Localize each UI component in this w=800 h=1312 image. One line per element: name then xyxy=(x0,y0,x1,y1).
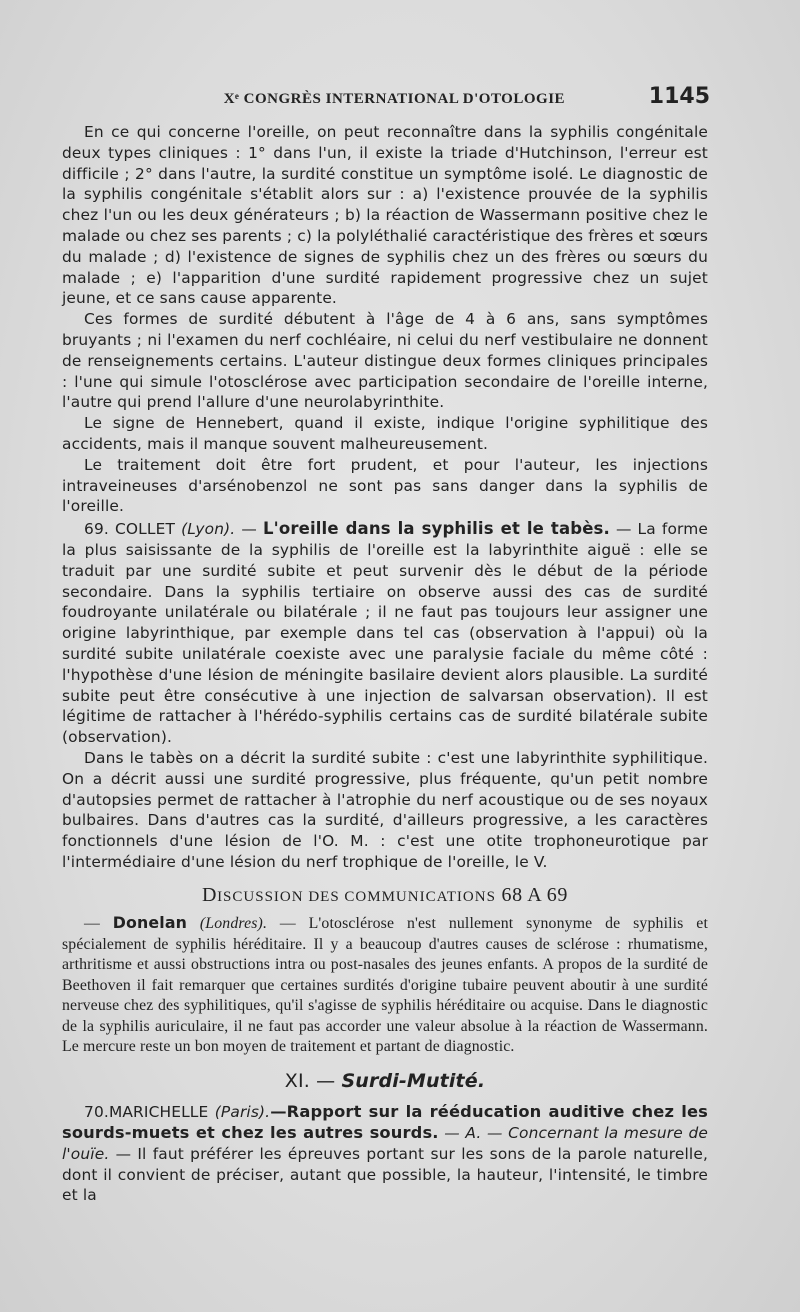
paragraph: Dans le tabès on a décrit la surdité subite : c'est une labyrinthite syphilitique. On a décrit aussi une surdité progressive, plus fréquente, qu'un petit nombre d'autopsies permet de rattacher à l'atrophie du nerf acoustique ou de ses noyaux bulbaires. Dans d'autres cas la surdité, d'ailleurs progressive, a les caractères fonctionnels d'une lésion de l'O. M. : c'est une otite trophoneurotique par l'intermédiaire d'une lésion du nerf trophique de l'oreille, le V. xyxy=(62,748,708,871)
discussion-speaker: Donelan xyxy=(112,913,188,933)
abstract-69 xyxy=(62,519,708,748)
abstract-subsection: — A. — Concernant la mesure de l'ouïe. xyxy=(62,1123,708,1163)
abstract-city: (Lyon). xyxy=(181,520,236,539)
discussion-city: (Londres). xyxy=(199,915,268,933)
part-numeral: XI. — xyxy=(284,1070,342,1093)
discussion-heading-numbers: 68 A 69 xyxy=(501,883,568,906)
abstract-title: —Rapport sur la rééducation auditive chez les sourds-muets et chez les autres sourds. xyxy=(62,1102,708,1142)
abstract-author: COLLET xyxy=(114,520,176,539)
page-number: 1145 xyxy=(648,84,710,109)
discussion-heading-text: ISCUSSION DES COMMUNICATIONS xyxy=(217,888,496,905)
abstract-dash: — xyxy=(235,520,263,539)
discussion-heading-initial: D xyxy=(202,883,218,906)
part-heading xyxy=(62,1071,708,1092)
abstract-text: — La forme la plus saisissante de la syphilis de l'oreille est la labyrinthite aiguë : elle se traduit par une surdité subite et peut survenir dès le début de la période secondaire. Dans la syphilis tertiaire on observe aussi des cas de surdité foudroyante unilatérale ou bilatérale ; il ne faut pas toujours leur assigner une origine labyrinthique, par exemple dans tel cas (observation à l'appui) où la surdité subite unilatérale coexiste avec une paralysie faciale du même côté : l'hypothèse d'une lésion de méningite basilaire devient alors plausible. La surdité subite peut être consécutive à une injection de salvarsan observation). Il est légitime de rattacher à l'hérédo-syphilis certains cas de surdité bilatérale subite (observation). xyxy=(62,520,708,747)
discussion-text: — L'otosclérose n'est nullement synonyme de syphilis et spécialement de syphilis héréditaire. Il y a beaucoup d'autres causes de sclérose : rhumatisme, arthritisme et aussi obstructions intra ou post-nasales des jeunes enfants. A propos de la surdité de Beethoven il fait remarquer que certaines surdités d'origine tubaire peuvent aboutir à une surdité nerveuse chez des syphilitiques, qu'il s'agisse de syphilis héréditaire ou acquise. Dans le diagnostic de la syphilis auriculaire, il ne faut pas accorder une valeur absolue à la réaction de Wassermann. Le mercure reste un bon moyen de traitement et partant de diagnostic. xyxy=(62,915,708,1055)
text-body xyxy=(62,122,708,1206)
abstract-text: — Il faut préférer les épreuves portant sur les sons de la parole naturelle, dont il convient de préciser, autant que possible, la hauteur, l'intensité, le timbre et la xyxy=(62,1144,708,1205)
abstract-number: 69. xyxy=(84,520,109,539)
paragraph: Le traitement doit être fort prudent, et pour l'auteur, les injections intraveineuses d'arsénobenzol ne sont pas sans danger dans la syphilis de l'oreille. xyxy=(62,455,708,516)
paragraph: Ces formes de surdité débutent à l'âge de 4 à 6 ans, sans symptômes bruyants ; ni l'examen du nerf cochléaire, ni celui du nerf vestibulaire ne donnent de renseignements certains. L'auteur distingue deux formes cliniques principales : l'une qui simule l'otosclérose avec participation secondaire de l'oreille interne, l'autre qui prend l'allure d'une neurolabyrinthite. xyxy=(62,310,708,412)
running-title: Xᵉ CONGRÈS INTERNATIONAL D'OTOLOGIE xyxy=(223,91,566,107)
paragraph: En ce qui concerne l'oreille, on peut reconnaître dans la syphilis congénitale deux types cliniques : 1° dans l'un, il existe la triade d'Hutchinson, l'erreur est difficile ; 2° dans l'autre, la surdité constitue un symptôme isolé. Le diagnostic de la syphilis congénitale s'établit alors sur : a) l'existence prouvée de la syphilis chez l'un ou les deux générateurs ; b) la réaction de Wassermann positive chez le malade ou chez ses parents ; c) la polyléthalié caractéristique des frères et sœurs du malade ; d) l'existence de signes de syphilis chez un des frères ou sœurs du malade ; e) l'apparition d'une surdité rapidement progressive chez un sujet jeune, et ce sans cause apparente. xyxy=(62,123,708,308)
abstract-70 xyxy=(62,1102,708,1206)
paragraph: Le signe de Hennebert, quand il existe, indique l'origine syphilitique des accidents, mais il manque souvent malheureusement. xyxy=(62,414,708,453)
discussion-heading xyxy=(62,885,708,908)
running-header xyxy=(60,84,710,109)
abstract-city: (Paris). xyxy=(214,1103,271,1122)
abstract-title: L'oreille dans la syphilis et le tabès. xyxy=(262,519,610,539)
abstract-number: 70. xyxy=(84,1103,109,1122)
discussion-paragraph xyxy=(62,913,708,1057)
discussion-lead: — xyxy=(84,915,113,933)
abstract-author: MARICHELLE xyxy=(108,1103,209,1122)
part-title: Surdi-Mutité. xyxy=(341,1070,486,1093)
